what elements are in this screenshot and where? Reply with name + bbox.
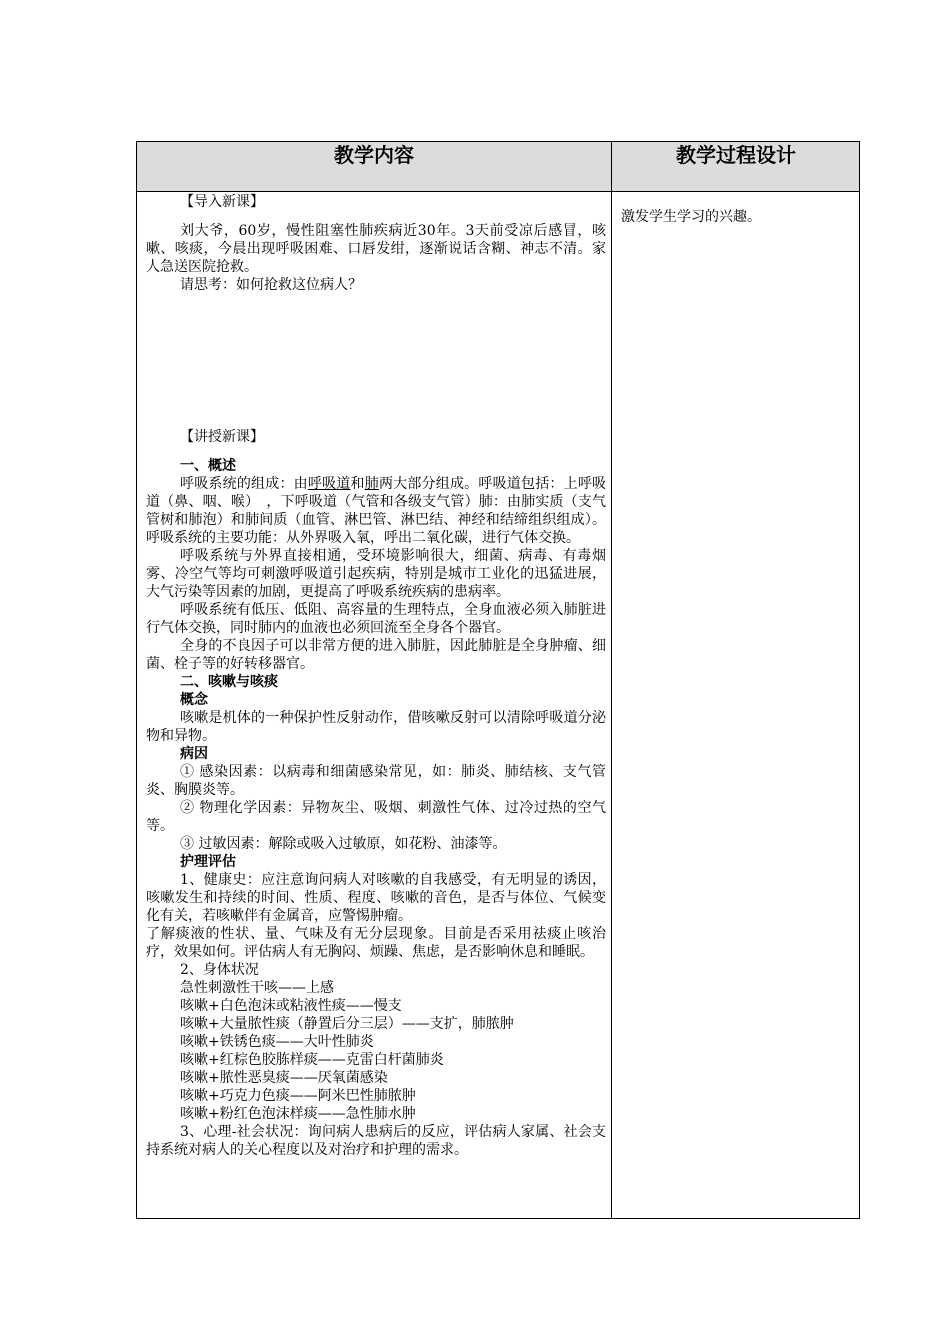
- section1-paragraph1: 呼吸系统的组成：由呼吸道和肺两大部分组成。呼吸道包括：上呼吸道（鼻、咽、喉） ，下呼吸道（气管和各级支气管）肺：由肺实质（支气管树和肺泡）和肺间质（血管、淋巴管、淋巴结、神经和结缔组织组成）。呼吸系统的主要功能：从外界吸入氧，呼出二氧化碳，进行气体交换。: [146, 476, 607, 546]
- body-status-item: 咳嗽+大量脓性痰（静置后分三层）——支扩，肺脓肿: [180, 1016, 514, 1032]
- body-status-list: [146, 979, 606, 1123]
- concept-text: 咳嗽是机体的一种保护性反射动作，借咳嗽反射可以清除呼吸道分泌物和异物。: [146, 710, 606, 744]
- body-status-item: 咳嗽+铁锈色痰——大叶性肺炎: [180, 1034, 374, 1050]
- lesson-table: [136, 141, 860, 1219]
- section1-paragraph3: 呼吸系统有低压、低阻、高容量的生理特点，全身血液必须入肺脏进行气体交换，同时肺内的血液也必须回流至全身各个器官。: [146, 602, 606, 636]
- assessment-history: 1、健康史：应注意询问病人对咳嗽的自我感受，有无明显的诱因，咳嗽发生和持续的时间、性质、程度、咳嗽的音色，是否与体位、气候变化有关，若咳嗽伴有金属音，应警惕肿瘤。: [146, 872, 606, 924]
- header-teaching-content: 教学内容: [334, 143, 414, 167]
- table-header-row: [137, 142, 859, 192]
- process-cell: [621, 208, 853, 226]
- section2-title: 二、咳嗽与咳痰: [180, 674, 278, 690]
- body-status-item: 咳嗽+红棕色胶胨样痰——克雷白杆菌肺炎: [180, 1052, 444, 1068]
- content-cell: [146, 193, 606, 1159]
- lecture-heading: 【讲授新课】: [180, 429, 264, 445]
- process-note: 激发学生学习的兴趣。: [621, 209, 761, 225]
- body-status-item: 咳嗽+粉红色泡沫样痰——急性肺水肿: [180, 1106, 416, 1122]
- column-divider: [611, 142, 612, 1218]
- assessment-psychosocial: 3、心理-社会状况：询问病人患病后的反应，评估病人家属、社会支持系统对病人的关心程度以及对治疗和护理的需求。: [146, 1124, 606, 1158]
- body-status-item: 咳嗽+巧克力色痰——阿米巴性肺脓肿: [180, 1088, 416, 1104]
- intro-heading-text: 【导入新课】: [180, 194, 264, 210]
- body-status-item: 咳嗽+脓性恶臭痰——厌氧菌感染: [180, 1070, 388, 1086]
- cause-item-1: ① 感染因素：以病毒和细菌感染常见，如：肺炎、肺结核、支气管炎、胸膜炎等。: [146, 764, 606, 798]
- body-status-item: 急性刺激性干咳——上感: [180, 980, 334, 996]
- header-teaching-process: 教学过程设计: [676, 143, 796, 167]
- section1-title: 一、概述: [180, 458, 236, 474]
- body-status-item: 咳嗽+白色泡沫或粘液性痰——慢支: [180, 998, 402, 1014]
- concept-title: 概念: [180, 692, 208, 708]
- intro-question: 请思考：如何抢救这位病人？: [180, 277, 362, 293]
- assessment-body-status: 2、身体状况: [180, 962, 259, 978]
- section1-paragraph2: 呼吸系统与外界直接相通，受环境影响很大，细菌、病毒、有毒烟雾、冷空气等均可刺激呼吸道引起疾病，特别是城市工业化的迅猛进展，大气污染等因素的加剧，更提高了呼吸系统疾病的患病率。: [146, 548, 606, 600]
- intro-case: 刘大爷，60岁，慢性阻塞性肺疾病近30年。3天前受凉后感冒，咳嗽、咳痰，今晨出现呼吸困难、口唇发绀，逐渐说话含糊、神志不清。家人急送医院抢救。: [146, 223, 606, 275]
- assessment-history-sputum: 了解痰液的性状、量、气味及有无分层现象。目前是否采用祛痰止咳治疗，效果如何。评估病人有无胸闷、烦躁、焦虑，是否影响休息和睡眠。: [146, 926, 606, 960]
- section1-paragraph4: 全身的不良因子可以非常方便的进入肺脏，因此肺脏是全身肿瘤、细菌、栓子等的好转移器官。: [146, 638, 606, 672]
- cause-item-3: ③ 过敏因素：解除或吸入过敏原，如花粉、油漆等。: [180, 836, 507, 852]
- cause-title: 病因: [180, 746, 208, 762]
- cause-item-2: ② 物理化学因素：异物灰尘、吸烟、刺激性气体、过冷过热的空气等。: [146, 800, 606, 834]
- assessment-title: 护理评估: [180, 854, 236, 870]
